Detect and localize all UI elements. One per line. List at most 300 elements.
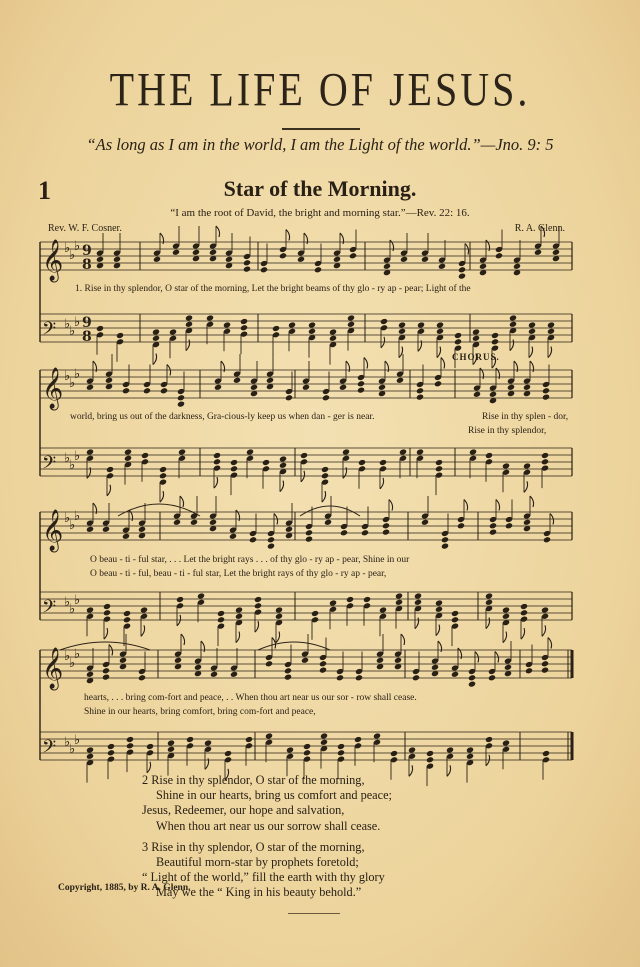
flat-sign: ♭ [69,656,76,671]
note-head [285,526,293,533]
note-flag [464,500,468,511]
note-head [230,671,238,678]
note-head [395,599,403,606]
note-head [472,335,480,342]
note-flag [486,618,490,629]
note-head [105,377,113,384]
time-signature: 9 [82,243,92,259]
lyric-line: Rise in thy splendor, [468,426,547,436]
note-head [329,328,337,335]
note-flag [409,765,413,776]
note-head [382,529,390,536]
note-head [398,321,406,328]
note-head [119,657,127,664]
note-head [107,749,115,756]
note-head [489,522,497,529]
note-head [122,533,130,540]
note-head [246,448,254,455]
note-flag [214,477,218,488]
hymn-number: 1 [38,176,51,205]
bass-clef: 𝄢 [42,737,57,762]
note-flag [529,347,533,358]
note-flag [272,638,276,649]
note-head [416,394,424,401]
note-head [491,338,499,345]
note-head [301,657,309,664]
note-head [86,448,94,455]
flat-sign: ♭ [64,649,71,664]
note-head [434,380,442,387]
flat-sign: ♭ [69,518,76,533]
note-head [504,664,512,671]
flat-sign: ♭ [74,509,81,524]
note-head [421,519,429,526]
note-flag [322,491,326,502]
note-head [272,325,280,332]
copyright-notice: Copyright, 1885, by R. A. Glenn. [58,883,191,893]
note-flag [180,496,184,507]
note-head [102,667,110,674]
note-head [206,314,214,321]
note-head [542,750,550,757]
note-head [311,610,319,617]
note-head [217,610,225,617]
note-head [314,266,322,273]
note-head [186,736,194,743]
note-head [159,472,167,479]
note-head [541,660,549,667]
note-flag [447,765,451,776]
note-head [502,462,510,469]
note-head [229,533,237,540]
note-head [320,732,328,739]
note-head [528,321,536,328]
note-head [446,746,454,753]
verse-line: Beautiful morn-star by prophets foretold; [156,855,359,870]
note-head [361,529,369,536]
note-head [523,519,531,526]
note-head [102,674,110,681]
note-head [416,448,424,455]
note-head [489,529,497,536]
note-head [513,263,521,270]
note-head [454,338,462,345]
note-head [265,732,273,739]
note-head [336,674,344,681]
verse-2 [142,773,392,834]
time-signature: 8 [82,257,92,273]
note-head [240,318,248,325]
note-head [126,742,134,749]
treble-clef: 𝄞 [42,240,64,281]
note-head [399,448,407,455]
note-flag [503,632,507,643]
note-head [113,256,121,263]
note-head [485,592,493,599]
note-head [436,321,444,328]
note-head [417,321,425,328]
verse-line: When thou art near us our sorrow shall cease. [156,818,381,833]
note-head [288,321,296,328]
note-head [441,543,449,550]
verse-line: Jesus, Redeemer, our hope and salvation, [142,803,345,818]
note-head [177,394,185,401]
note-head [224,750,232,757]
note-head [396,377,404,384]
note-head [468,681,476,688]
note-head [172,249,180,256]
flat-sign: ♭ [74,239,81,254]
note-head [541,667,549,674]
note-head [321,466,329,473]
flat-sign: ♭ [74,733,81,748]
page-title: THE LIFE OF JESUS. [109,62,531,117]
note-head [502,606,510,613]
flat-sign: ♭ [69,324,76,339]
note-head [541,458,549,465]
note-head [435,599,443,606]
note-head [167,746,175,753]
note-flag [548,638,552,649]
note-head [473,391,481,398]
note-head [357,380,365,387]
hymn-composer: R. A. Glenn. [514,223,565,234]
note-head [116,332,124,339]
lyric-line: O beau - ti - ful, beau - ti - ful star, Let the bright rays of thy glo - ry ap - pear, [90,569,387,579]
note-head [254,596,262,603]
note-flag [530,496,534,507]
note-head [329,599,337,606]
note-head [86,753,94,760]
note-head [502,613,510,620]
note-head [138,674,146,681]
note-head [438,263,446,270]
note-head [152,335,160,342]
note-head [466,746,474,753]
note-flag [280,481,284,492]
note-head [177,401,185,408]
note-head [122,387,130,394]
note-head [123,616,131,623]
note-flag [255,621,259,632]
note-head [543,536,551,543]
note-head [534,249,542,256]
note-head [235,606,243,613]
flat-sign: ♭ [74,367,81,382]
note-head [502,739,510,746]
note-flag [399,347,403,358]
note-flag [524,481,528,492]
note-head [275,613,283,620]
note-flag [276,632,280,643]
note-head [214,384,222,391]
note-head [286,746,294,753]
note-head [426,750,434,757]
note-head [520,603,528,610]
note-head [303,749,311,756]
note-head [106,466,114,473]
note-head [541,606,549,613]
note-head [297,256,305,263]
note-head [412,674,420,681]
note-head [347,321,355,328]
note-head [363,596,371,603]
note-head [245,736,253,743]
note-head [279,455,287,462]
note-head [390,750,398,757]
note-head [235,613,243,620]
treble-clef: 𝄞 [42,648,64,689]
note-head [469,448,477,455]
note-head [408,746,416,753]
note-head [86,606,94,613]
note-head [197,592,205,599]
note-head [358,459,366,466]
hymn-scripture: “I am the root of David, the bright and morning star.”—Rev. 22: 16. [170,207,470,219]
note-head [250,384,258,391]
note-head [337,749,345,756]
note-head [209,519,217,526]
note-flag [436,625,440,636]
note-head [143,387,151,394]
note-head [305,536,313,543]
note-head [167,739,175,746]
note-head [233,377,241,384]
flat-sign: ♭ [74,647,81,662]
verse-line: “ Light of the world,” fill the earth with thy glory [142,870,385,885]
note-head [523,384,531,391]
note-head [394,657,402,664]
note-head [103,609,111,616]
treble-clef: 𝄞 [42,510,64,551]
note-head [124,448,132,455]
note-head [260,266,268,273]
lyric-line: Shine in our hearts, bring comfort, bring com-fort and peace, [84,707,316,717]
note-head [525,667,533,674]
flat-sign: ♭ [64,451,71,466]
note-head [173,519,181,526]
note-head [140,606,148,613]
note-flag [415,618,419,629]
note-head [279,462,287,469]
note-head [223,321,231,328]
note-head [322,394,330,401]
note-head [265,660,273,667]
note-head [488,674,496,681]
note-head [436,328,444,335]
verse-line: Shine in our hearts, bring us comfort and peace; [156,788,392,803]
note-head [378,384,386,391]
note-head [249,536,257,543]
hymn-title: Star of the Morning. [223,176,417,201]
note-head [416,387,424,394]
note-head [505,522,513,529]
note-head [489,391,497,398]
flat-sign: ♭ [64,241,71,256]
note-head [243,259,251,266]
note-head [373,732,381,739]
note-head [217,616,225,623]
flat-sign: ♭ [69,602,76,617]
note-head [431,664,439,671]
note-head [380,318,388,325]
note-flag [548,347,552,358]
note-head [102,526,110,533]
note-head [86,671,94,678]
note-head [126,736,134,743]
time-signature: 8 [82,329,92,345]
flat-sign: ♭ [64,735,71,750]
note-flag [236,632,240,643]
note-head [357,387,365,394]
note-head [124,455,132,462]
note-head [451,616,459,623]
note-head [285,394,293,401]
note-head [468,674,476,681]
note-head [153,256,161,263]
note-head [123,610,131,617]
note-head [552,249,560,256]
note-head [376,657,384,664]
note-head [138,526,146,533]
note-head [414,592,422,599]
note-flag [104,628,108,639]
note-head [547,321,555,328]
note-flag [181,634,185,645]
note-head [479,263,487,270]
slur [118,504,200,516]
note-flag [147,762,151,773]
flat-sign: ♭ [69,376,76,391]
note-flag [216,226,220,237]
note-head [300,452,308,459]
flat-sign: ♭ [64,369,71,384]
note-head [458,273,466,280]
note-head [266,377,274,384]
note-head [457,522,465,529]
note-head [421,256,429,263]
note-head [383,263,391,270]
note-head [213,458,221,465]
note-head [302,384,310,391]
note-head [542,387,550,394]
note-head [279,252,287,259]
note-head [176,596,184,603]
note-head [319,667,327,674]
lyric-line: 1. Rise in thy splendor, O star of the morning, Let the bright beams of thy glo - ry ap - pear; Light of the [75,284,471,294]
note-head [308,328,316,335]
note-flag [401,634,405,645]
verse-line: May we the “ King in his beauty behold.” [156,885,362,900]
lyric-line: hearts, . . . bring com-fort and peace, . . When thou art near us our sor - row shall cease. [84,693,417,703]
note-flag [521,628,525,639]
note-head [190,519,198,526]
note-head [146,743,154,750]
note-head [103,603,111,610]
lyric-line: O beau - ti - ful star, . . . Let the bright rays . . . of thy glo - ry ap - pear, Shine in our [90,555,410,565]
note-head [329,335,337,342]
note-head [210,671,218,678]
note-head [339,384,347,391]
verse-line: 2 Rise in thy splendor, O star of the morning, [142,773,365,787]
note-head [254,602,262,609]
flat-sign: ♭ [64,511,71,526]
note-head [346,596,354,603]
flat-sign: ♭ [69,248,76,263]
epigraph: “As long as I am in the world, I am the Light of the world.”—Jno. 9: 5 [86,135,554,154]
flat-sign: ♭ [74,449,81,464]
note-head [213,452,221,459]
note-head [507,384,515,391]
note-head [308,321,316,328]
flat-sign: ♭ [64,595,71,610]
note-head [169,328,177,335]
note-flag [496,500,500,511]
note-head [225,256,233,263]
note-head [509,321,517,328]
note-head [454,332,462,339]
note-head [262,459,270,466]
note-head [426,756,434,763]
note-head [86,746,94,753]
note-head [159,466,167,473]
note-head [275,606,283,613]
note-head [305,529,313,536]
flat-sign: ♭ [64,317,71,332]
note-head [509,314,517,321]
note-flag [541,226,545,237]
note-head [178,448,186,455]
note-head [547,328,555,335]
lyric-line: world, bring us out of the darkness, Gra-cious-ly keep us when dan - ger is near. [70,412,375,422]
note-head [520,609,528,616]
note-flag [153,354,157,365]
note-head [185,321,193,328]
note-head [96,325,104,332]
note-head [354,736,362,743]
note-head [347,314,355,321]
treble-clef: 𝄞 [42,368,64,409]
note-flag [441,358,445,369]
note-head [160,387,168,394]
note-head [209,249,217,256]
note-head [395,592,403,599]
note-head [284,667,292,674]
time-signature: 9 [82,315,92,331]
note-head [340,529,348,536]
note-head [485,452,493,459]
note-flag [107,485,111,496]
note-head [240,324,248,331]
note-head [320,739,328,746]
note-head [243,266,251,273]
note-flag [380,478,384,489]
note-head [319,660,327,667]
chorus-label: CHORUS. [452,352,500,362]
note-head [379,459,387,466]
note-head [230,465,238,472]
note-head [267,536,275,543]
verse-line: 3 Rise in thy splendor, O star of the morning, [142,839,365,854]
note-head [204,739,212,746]
note-head [192,249,200,256]
note-head [152,328,160,335]
note-head [96,256,104,263]
hymn-author: Rev. W. F. Cosner. [48,223,122,234]
flat-sign: ♭ [74,593,81,608]
flat-sign: ♭ [69,742,76,757]
note-head [435,606,443,613]
